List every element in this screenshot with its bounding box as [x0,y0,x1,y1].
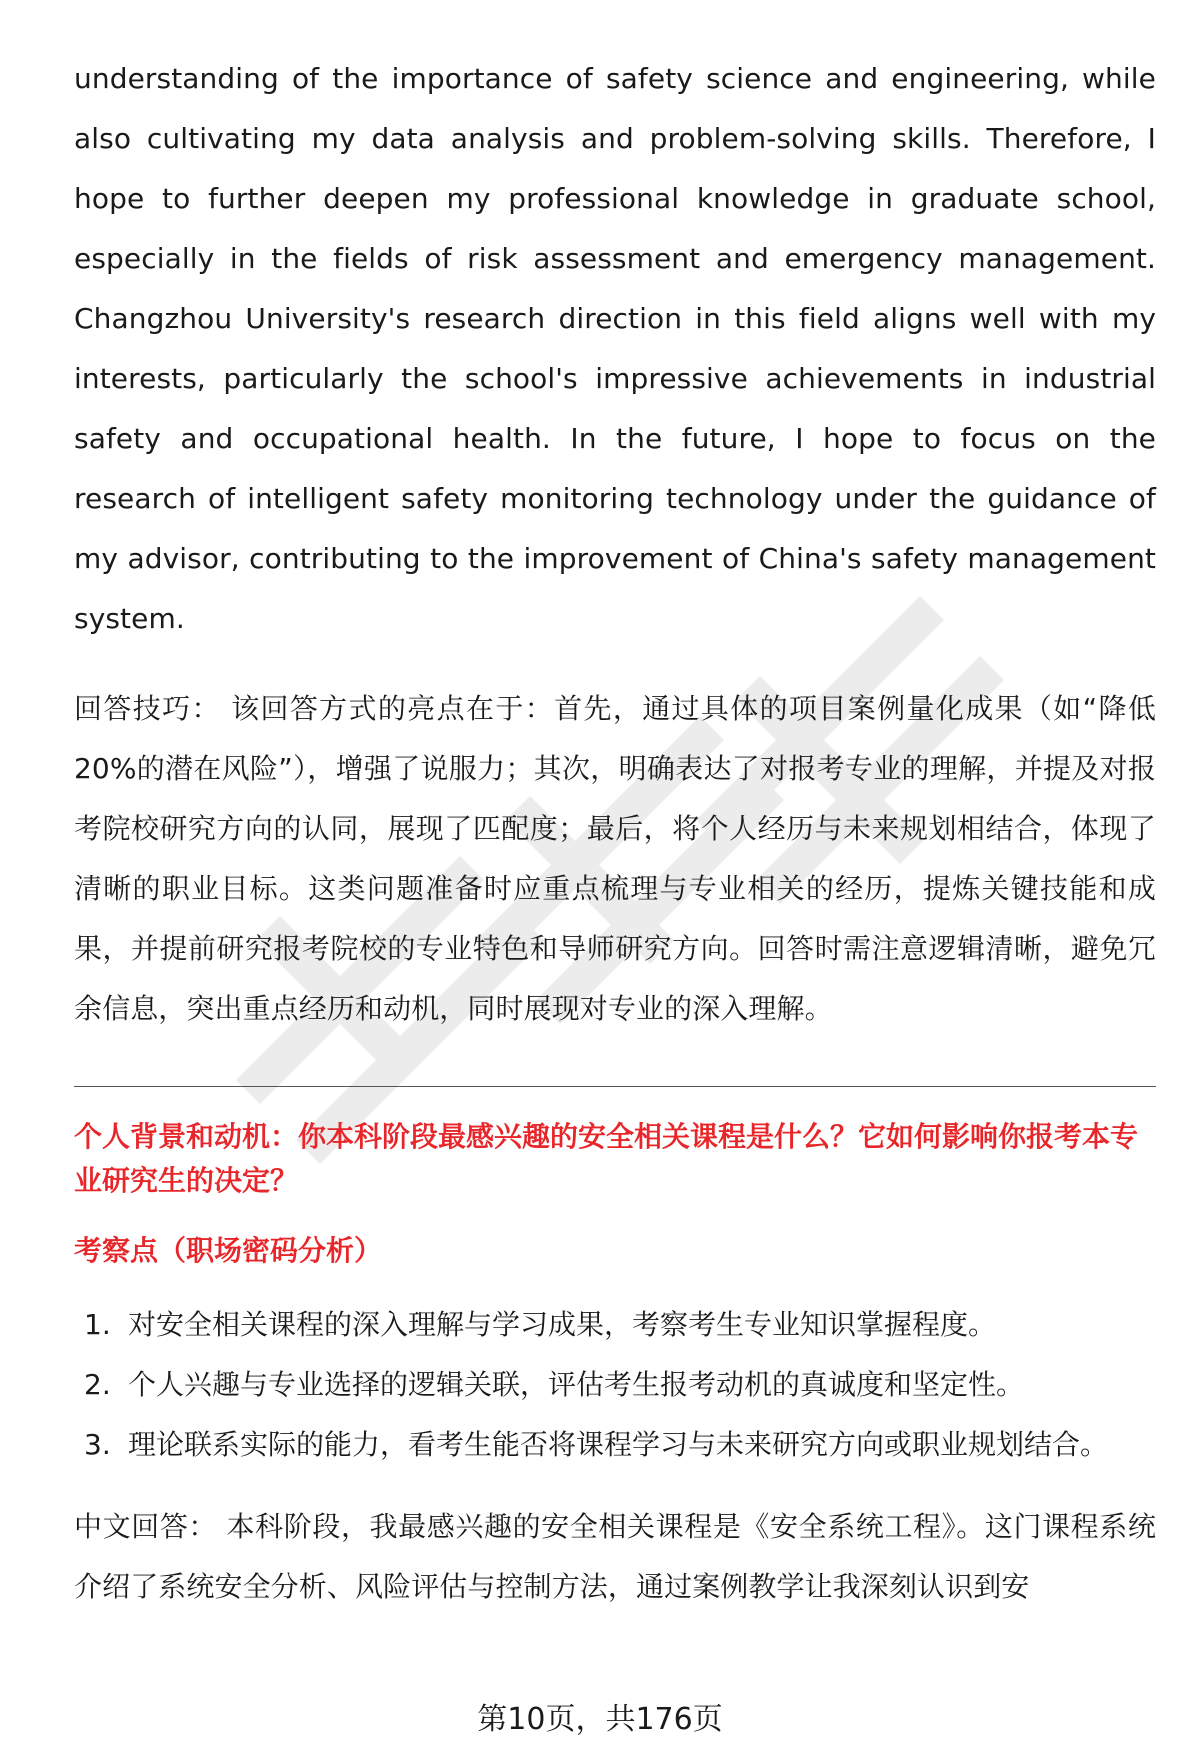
answer-tips-paragraph [74,679,1156,1039]
question-heading: 个人背景和动机：你本科阶段最感兴趣的安全相关课程是什么？它如何影响你报考本专业研究生的决定？ [74,1120,1139,1197]
assessment-list [74,1295,1156,1475]
chinese-answer-text: 本科阶段，我最感兴趣的安全相关课程是《安全系统工程》。这门课程系统介绍了系统安全分析、风险评估与控制方法，通过案例教学让我深刻认识到安 [74,1510,1156,1603]
list-item-text: 对安全相关课程的深入理解与学习成果，考察考生专业知识掌握程度。 [128,1308,997,1341]
list-item-text: 个人兴趣与专业选择的逻辑关联，评估考生报考动机的真诚度和坚定性。 [128,1368,1025,1401]
chinese-answer-paragraph [74,1497,1156,1617]
list-item [74,1415,1156,1475]
list-item-number: 1. [84,1308,111,1341]
page-content [74,0,1156,1617]
list-item-number: 3. [84,1428,111,1461]
list-item [74,1355,1156,1415]
list-item [74,1295,1156,1355]
answer-tips-label: 回答技巧： [74,692,221,725]
list-item-number: 2. [84,1368,111,1401]
list-item-text: 理论联系实际的能力，看考生能否将课程学习与未来研究方向或职业规划结合。 [128,1428,1109,1461]
assessment-heading: 考察点（职场密码分析） [74,1234,383,1267]
section-divider [74,1086,1156,1087]
english-answer-paragraph: understanding of the importance of safety science and engineering, while also cultivating my data analysis and problem-solving skills. Therefore, I hope to further deepen my professional knowledge in graduate school, especially in the fields of risk assessment and emergency management. Changzhou University's research direction in this field aligns well with my interests, particularly the school's impressive achievements in industrial safety and occupational health. In the future, I hope to focus on the research of intelligent safety monitoring technology under the guidance of my advisor, contributing to the improvement of China's safety management system. [74,62,1156,635]
page-footer: 第10页，共176页 [477,1702,723,1737]
answer-tips-text: 该回答方式的亮点在于：首先，通过具体的项目案例量化成果（如“降低20%的潜在风险”），增强了说服力；其次，明确表达了对报考专业的理解，并提及对报考院校研究方向的认同，展现了匹配度；最后，将个人经历与未来规划相结合，体现了清晰的职业目标。这类问题准备时应重点梳理与专业相关的经历，提炼关键技能和成果，并提前研究报考院校的专业特色和导师研究方向。回答时需注意逻辑清晰，避免冗余信息，突出重点经历和动机，同时展现对专业的深入理解。 [74,692,1156,1025]
chinese-answer-label: 中文回答： [74,1510,218,1543]
